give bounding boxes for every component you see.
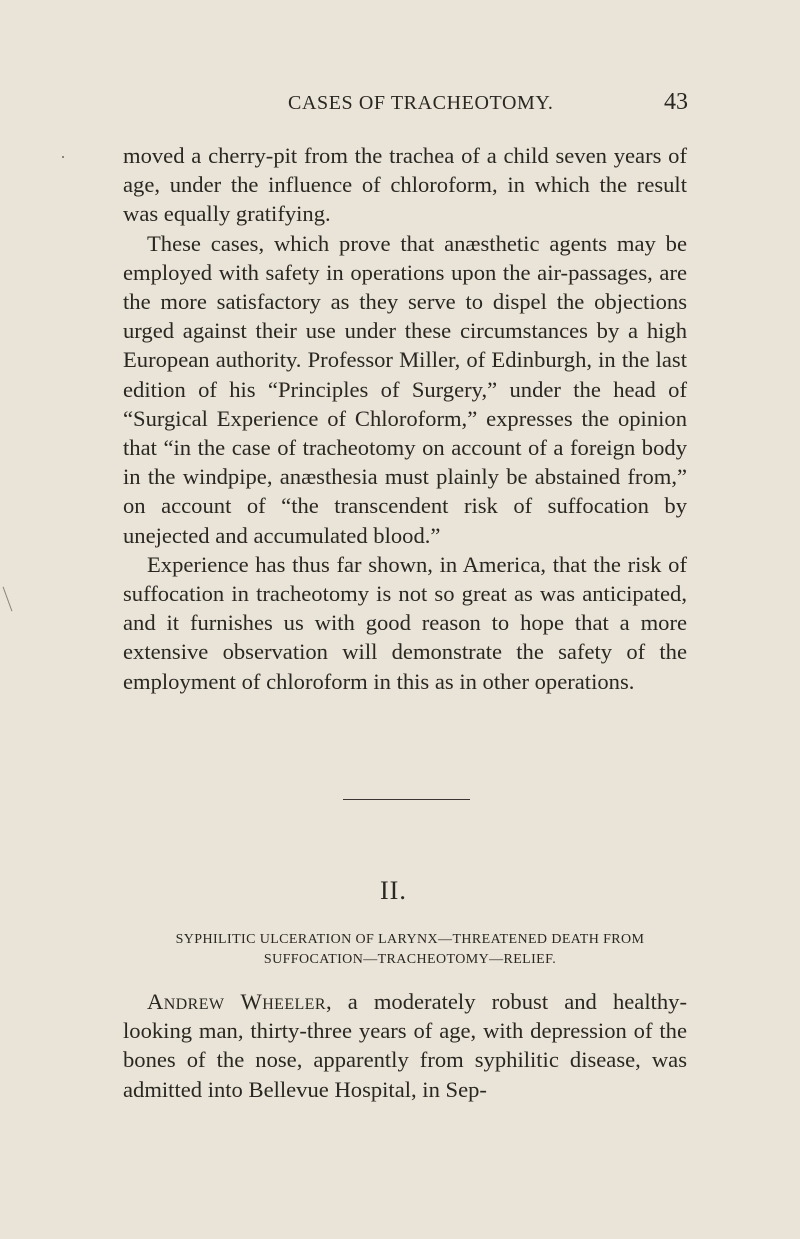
- page-header: [122, 89, 688, 122]
- case-description: , a moderately robust and healthy-looking man, thirty-three years of age, with depression of the bones of the nose, apparently from syphilitic disease, was admitted into Bellevue Hospital, in Sep-: [123, 989, 687, 1102]
- patient-name: Andrew Wheeler: [147, 989, 326, 1014]
- section-divider: [343, 799, 470, 800]
- body-text: [123, 141, 687, 696]
- case-paragraph: [123, 987, 687, 1104]
- running-head: CASES OF TRACHEOTOMY.: [288, 92, 554, 114]
- section-title-line-2: SUFFOCATION—TRACHEOTOMY—RELIEF.: [263, 952, 557, 967]
- paragraph-continued: moved a cherry-pit from the trachea of a child seven years of age, under the influence of chloroform, in which the result was equally gratifying.: [123, 143, 687, 227]
- section-title: [120, 930, 700, 970]
- paragraph-anaesthetic-agents: These cases, which prove that anæsthetic agents may be employed with safety in operations upon the air-passages, are the more satisfactory as they serve to dispel the objections urged against their use under these circumstances by a high European authority. Professor Miller, of Edinburgh, in the last edition of his “Principles of Surgery,” under the head of “Surgical Experience of Chloroform,” expresses the opinion that “in the case of tracheotomy on account of a foreign body in the windpipe, anæsthesia must plainly be abstained from,” on account of “the transcendent risk of suffocation by unejected and accumulated blood.”: [123, 230, 687, 548]
- page-number: 43: [664, 89, 688, 115]
- section-number: II.: [380, 876, 407, 905]
- page-mark: [3, 587, 13, 612]
- section-title-line-1: SYPHILITIC ULCERATION OF LARYNX—THREATENED DEATH FROM: [175, 932, 645, 947]
- case-text: [123, 987, 687, 1104]
- paragraph-experience: Experience has thus far shown, in America, that the risk of suffocation in tracheotomy is not so great as was anticipated, and it furnishes us with good reason to hope that a more extensive observation will demonstrate the safety of the employment of chloroform in this as in other operations.: [123, 551, 687, 694]
- page-speck: [62, 156, 64, 158]
